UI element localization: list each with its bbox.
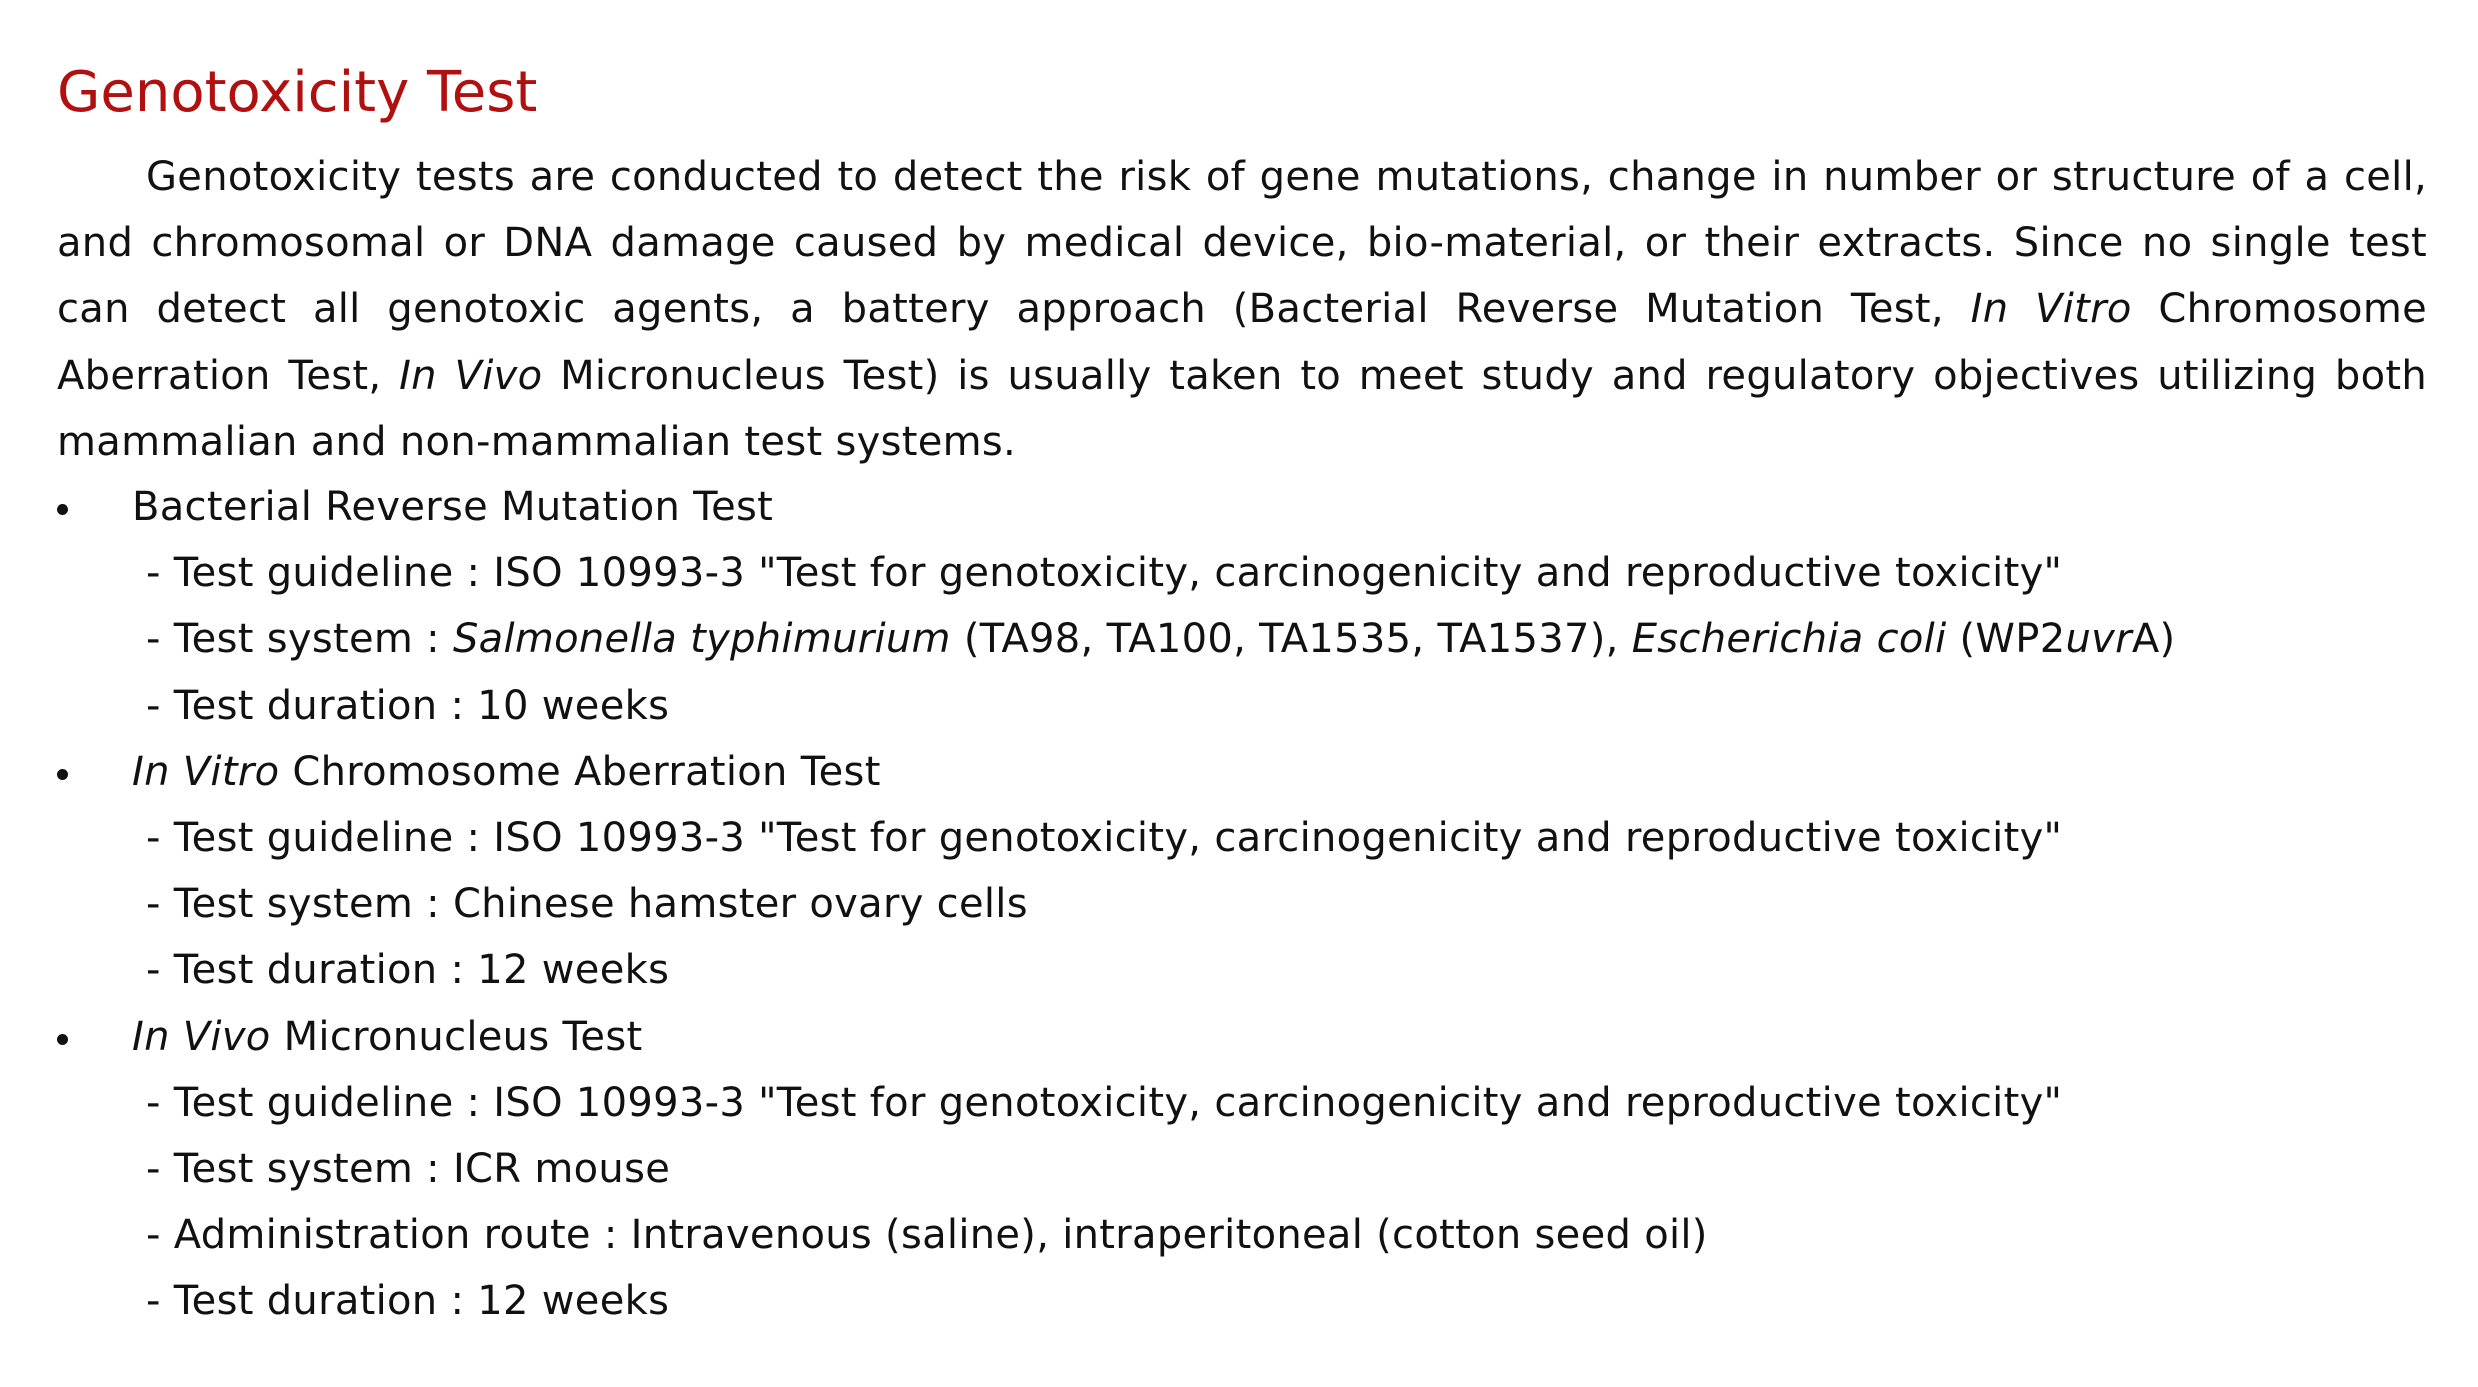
test-system-strains: (TA98, TA100, TA1535, TA1537), xyxy=(950,616,1632,663)
test-system-end: A) xyxy=(2131,616,2176,663)
test-heading-italic: In Vitro xyxy=(132,748,280,795)
test-system-prefix: - Test system : xyxy=(146,616,453,663)
test-duration: - Test duration : 12 weeks xyxy=(146,1278,670,1325)
test-system: - Test system : Chinese hamster ovary cells xyxy=(146,881,1028,928)
test-heading: Chromosome Aberration Test xyxy=(279,748,881,795)
test-duration: - Test duration : 12 weeks xyxy=(146,947,670,994)
bullet-icon xyxy=(57,504,68,515)
test-heading: Bacterial Reverse Mutation Test xyxy=(132,484,774,530)
intro-text-3: Micronucleus Test) is usually taken to meet study and regulatory objectives utilizing both mammalian and non-mammalian test systems. xyxy=(57,352,2427,465)
test-guideline: - Test guideline : ISO 10993-3 "Test for genotoxicity, carcinogenicity and reproductive toxicity" xyxy=(146,814,2063,861)
test-system xyxy=(57,606,2427,672)
bullet-icon xyxy=(57,769,68,780)
test-system-italic-ecoli: Escherichia coli xyxy=(1631,616,1947,663)
intro-text-2: Chromosome Aberration Test, xyxy=(57,286,2427,399)
intro-text-1: Genotoxicity tests are conducted to detect the risk of gene mutations, change in number or structure of a cell, and chromosomal or DNA damage caused by medical device, bio-material, or their extracts. Since no single test can detect all genotoxic agents, a battery approach (Bacterial Reverse Mutation Test, xyxy=(57,154,2427,333)
test-system: - Test system : ICR mouse xyxy=(146,1145,671,1192)
list-item-bacterial-reverse-mutation xyxy=(57,474,2427,540)
test-guideline: - Test guideline : ISO 10993-3 "Test for genotoxicity, carcinogenicity and reproductive toxicity" xyxy=(146,550,2063,597)
list-item-chromosome-aberration xyxy=(57,739,2427,805)
page-title: Genotoxicity Test xyxy=(57,60,538,125)
test-heading-italic: In Vivo xyxy=(132,1013,271,1060)
intro-italic-in-vivo: In Vivo xyxy=(399,352,543,399)
administration-route: - Administration route : Intravenous (saline), intraperitoneal (cotton seed oil) xyxy=(146,1212,1708,1259)
test-list xyxy=(57,474,2427,1334)
test-system-italic-salmonella: Salmonella typhimurium xyxy=(452,616,951,663)
test-guideline: - Test guideline : ISO 10993-3 "Test for genotoxicity, carcinogenicity and reproductive toxicity" xyxy=(146,1079,2063,1126)
bullet-icon xyxy=(57,1034,68,1045)
test-system-wp2: (WP2 xyxy=(1946,616,2066,663)
intro-paragraph xyxy=(57,144,2427,475)
list-item-micronucleus xyxy=(57,1004,2427,1070)
test-duration: - Test duration : 10 weeks xyxy=(146,682,670,729)
intro-italic-in-vitro: In Vitro xyxy=(1970,286,2132,333)
test-heading: Micronucleus Test xyxy=(270,1013,643,1060)
test-system-italic-uvr: uvr xyxy=(2065,616,2132,663)
